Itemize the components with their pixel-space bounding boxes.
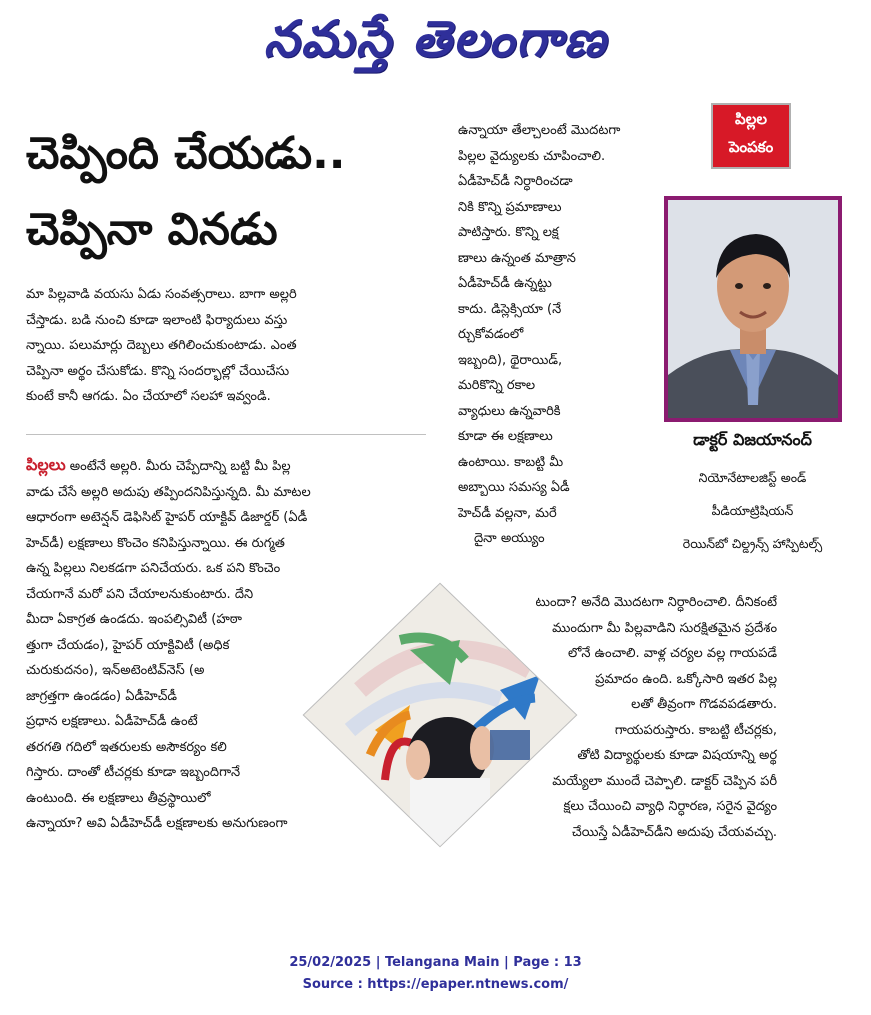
answer-line: తోటి విద్యార్థులకు కూడా విషయాన్ని అర్థ [577, 748, 778, 763]
masthead-logo: నమస్తే తెలంగాణ [263, 10, 608, 68]
answer-line: కాదు. డిస్లెక్సియా (నే [458, 301, 562, 317]
doctor-designation-2: పీడియాట్రిషియన్ [711, 503, 794, 518]
answer-line: లోనే ఉంచాలి. వాళ్ల చర్యల వల్ల గాయపడే [568, 646, 778, 661]
headline-line-1: చెప్పింది చేయడు.. [26, 128, 346, 179]
answer-line: వాడు చేసే అల్లరి అదుపు తప్పిందనిపిస్తున్నది. మీ మాటల [26, 484, 311, 500]
question-line: చెప్పినా అర్థం చేసుకోడు. కొన్ని సందర్భాల్లో చేయిచేసు [26, 363, 290, 379]
doctor-photo [664, 196, 842, 422]
category-tag-line-1: పిల్లల [735, 110, 767, 128]
answer-line: మయ్యేలా ముందే చెప్పాలి. డాక్టర్ చెప్పిన పరీ [552, 773, 778, 789]
answer-line: వ్యాధులు ఉన్నవారికి [458, 403, 561, 419]
child-stress-illustration [300, 580, 580, 850]
answer-line: ఉన్న పిల్లలు నిలకడగా పనిచేయరు. ఒక పని కొంచెం [26, 561, 281, 576]
answer-line: లతో తీవ్రంగా గొడవపడతారు. [631, 697, 778, 712]
answer-line: ఏడీహెచ్‌డీ ఉన్నట్టు [458, 276, 552, 291]
answer-line: ఉంటాయి. కాబట్టి మీ [458, 454, 564, 470]
answer-line: చురుకుదనం), ఇన్‌అటెంటివ్‌నెస్ (అ [26, 663, 205, 678]
answer-line: అంటేనే అల్లరి. మీరు చెప్పేదాన్ని బట్టి మీ పిల్ల [65, 459, 291, 474]
doctor-portrait [668, 200, 838, 418]
category-tag [711, 103, 791, 169]
answer-line: హెచ్‌డీ) లక్షణాలు కొంచెం కనిపిస్తున్నాయి. ఈ రుగ్మత [26, 535, 285, 551]
answer-line: ఇబ్బంది), థైరాయిడ్, [458, 352, 563, 368]
answer-line: ణాలు ఉన్నంత మాత్రాన [458, 250, 576, 266]
category-tag-line-2: పెంపకం [728, 138, 774, 156]
doctor-hospital: రెయిన్‌బో చిల్డ్రన్స్ హాస్పిటల్స్ [682, 536, 823, 551]
answer-line: మరికొన్ని రకాల [458, 378, 536, 393]
answer-line: చేయిస్తే ఏడీహెచ్‌డీని అదుపు చేయవచ్చు. [571, 824, 778, 840]
answer-line: తరగతి గదిలో ఇతరులకు అసౌకర్యం కలి [26, 739, 227, 755]
doctor-designation-1: నియోనేటాలజిస్ట్ అండ్ [698, 470, 807, 485]
question-line: చేస్తాడు. బడి నుంచి కూడా ఇలాంటి ఫిర్యాదులు వస్తు [26, 312, 288, 328]
answer-line: అబ్బాయి సమస్య ఏడీ [458, 480, 570, 495]
answer-line: త్తుగా చేయడం), హైపర్ యాక్టివిటీ (అధిక [26, 637, 230, 653]
question-block [26, 282, 297, 410]
answer-line: ముందుగా మీ పిల్లవాడిని సురక్షితమైన ప్రదేశం [552, 620, 778, 636]
answer-line: ఉన్నాయా? అవి ఏడీహెచ్‌డీ లక్షణాలకు అనుగుణంగా [26, 816, 288, 831]
answer-left-column [26, 452, 311, 837]
footer-source-link[interactable]: Source : https://epaper.ntnews.com/ [302, 977, 569, 992]
answer-line: పాటిస్తారు. కొన్ని లక్ష [458, 225, 559, 240]
answer-line: టుందా? అనేది మొదటగా నిర్ధారించాలి. దీనికంటే [535, 595, 778, 610]
answer-line: ప్రమాదం ఉంది. ఒక్కోసారి ఇతర పిల్ల [595, 671, 778, 687]
answer-line: క్షలు చేయించి వ్యాధి నిర్ధారణ, సరైన వైద్యం [563, 799, 778, 814]
answer-line: ఆధారంగా అటెన్షన్ డెఫిసిట్ హైపర్ యాక్టివ్ డిజార్డర్ (ఏడీ [26, 510, 308, 525]
answer-line: గాయపరుస్తారు. కాబట్టి టీచర్లకు, [614, 722, 778, 738]
answer-line: హెచ్‌డీ వల్లనా, మరే [458, 505, 557, 521]
answer-line: ఉన్నాయా తేల్చాలంటే మొదటగా [458, 123, 621, 138]
answer-line: చేయగానే మరో పని చేయాలనుకుంటారు. దేని [26, 586, 254, 602]
answer-line: దైనా అయ్యుం [474, 531, 545, 546]
footer-date-page: 25/02/2025 | Telangana Main | Page : 13 [289, 955, 582, 970]
answer-line: ర్చుకోవడంలో [458, 327, 524, 342]
answer-line: నికి కొన్ని ప్రమాణాలు [458, 199, 562, 215]
answer-middle-column [458, 118, 620, 552]
section-divider [26, 434, 426, 435]
question-line: మా పిల్లవాడి వయసు ఏడు సంవత్సరాలు. బాగా అల్లరి [26, 287, 297, 302]
answer-line: కూడా ఈ లక్షణాలు [458, 429, 553, 444]
answer-line: ఏడీహెచ్‌డీ నిర్ధారించడా [458, 174, 573, 189]
answer-line: ప్రధాన లక్షణాలు. ఏడీహెచ్‌డీ ఉంటే [26, 714, 198, 729]
answer-line: జాగ్రత్తగా ఉండడం) ఏడీహెచ్‌డీ [26, 688, 177, 704]
answer-line: మీదా ఏకాగ్రత ఉండదు. ఇంపల్సివిటీ (హఠా [26, 612, 242, 627]
answer-line: గిస్తారు. దాంతో టీచర్లకు కూడా ఇబ్బందిగానే [26, 765, 241, 780]
question-line: న్నాయి. పలుమార్లు దెబ్బలు తగిలించుకుంటాడు. ఎంత [26, 338, 297, 353]
answer-lead-word: పిల్లలు [26, 455, 66, 474]
doctor-name: డాక్టర్ విజయానంద్ [693, 430, 812, 449]
headline-line-2: చెప్పినా వినడు [26, 204, 278, 255]
question-line: కుంటే కానీ ఆగడు. ఏం చేయాలో సలహా ఇవ్వండి. [26, 389, 271, 404]
answer-line: పిల్లల వైద్యులకు చూపించాలి. [458, 148, 606, 164]
answer-line: ఉంటుంది. ఈ లక్షణాలు తీవ్రస్థాయిలో [26, 790, 211, 806]
